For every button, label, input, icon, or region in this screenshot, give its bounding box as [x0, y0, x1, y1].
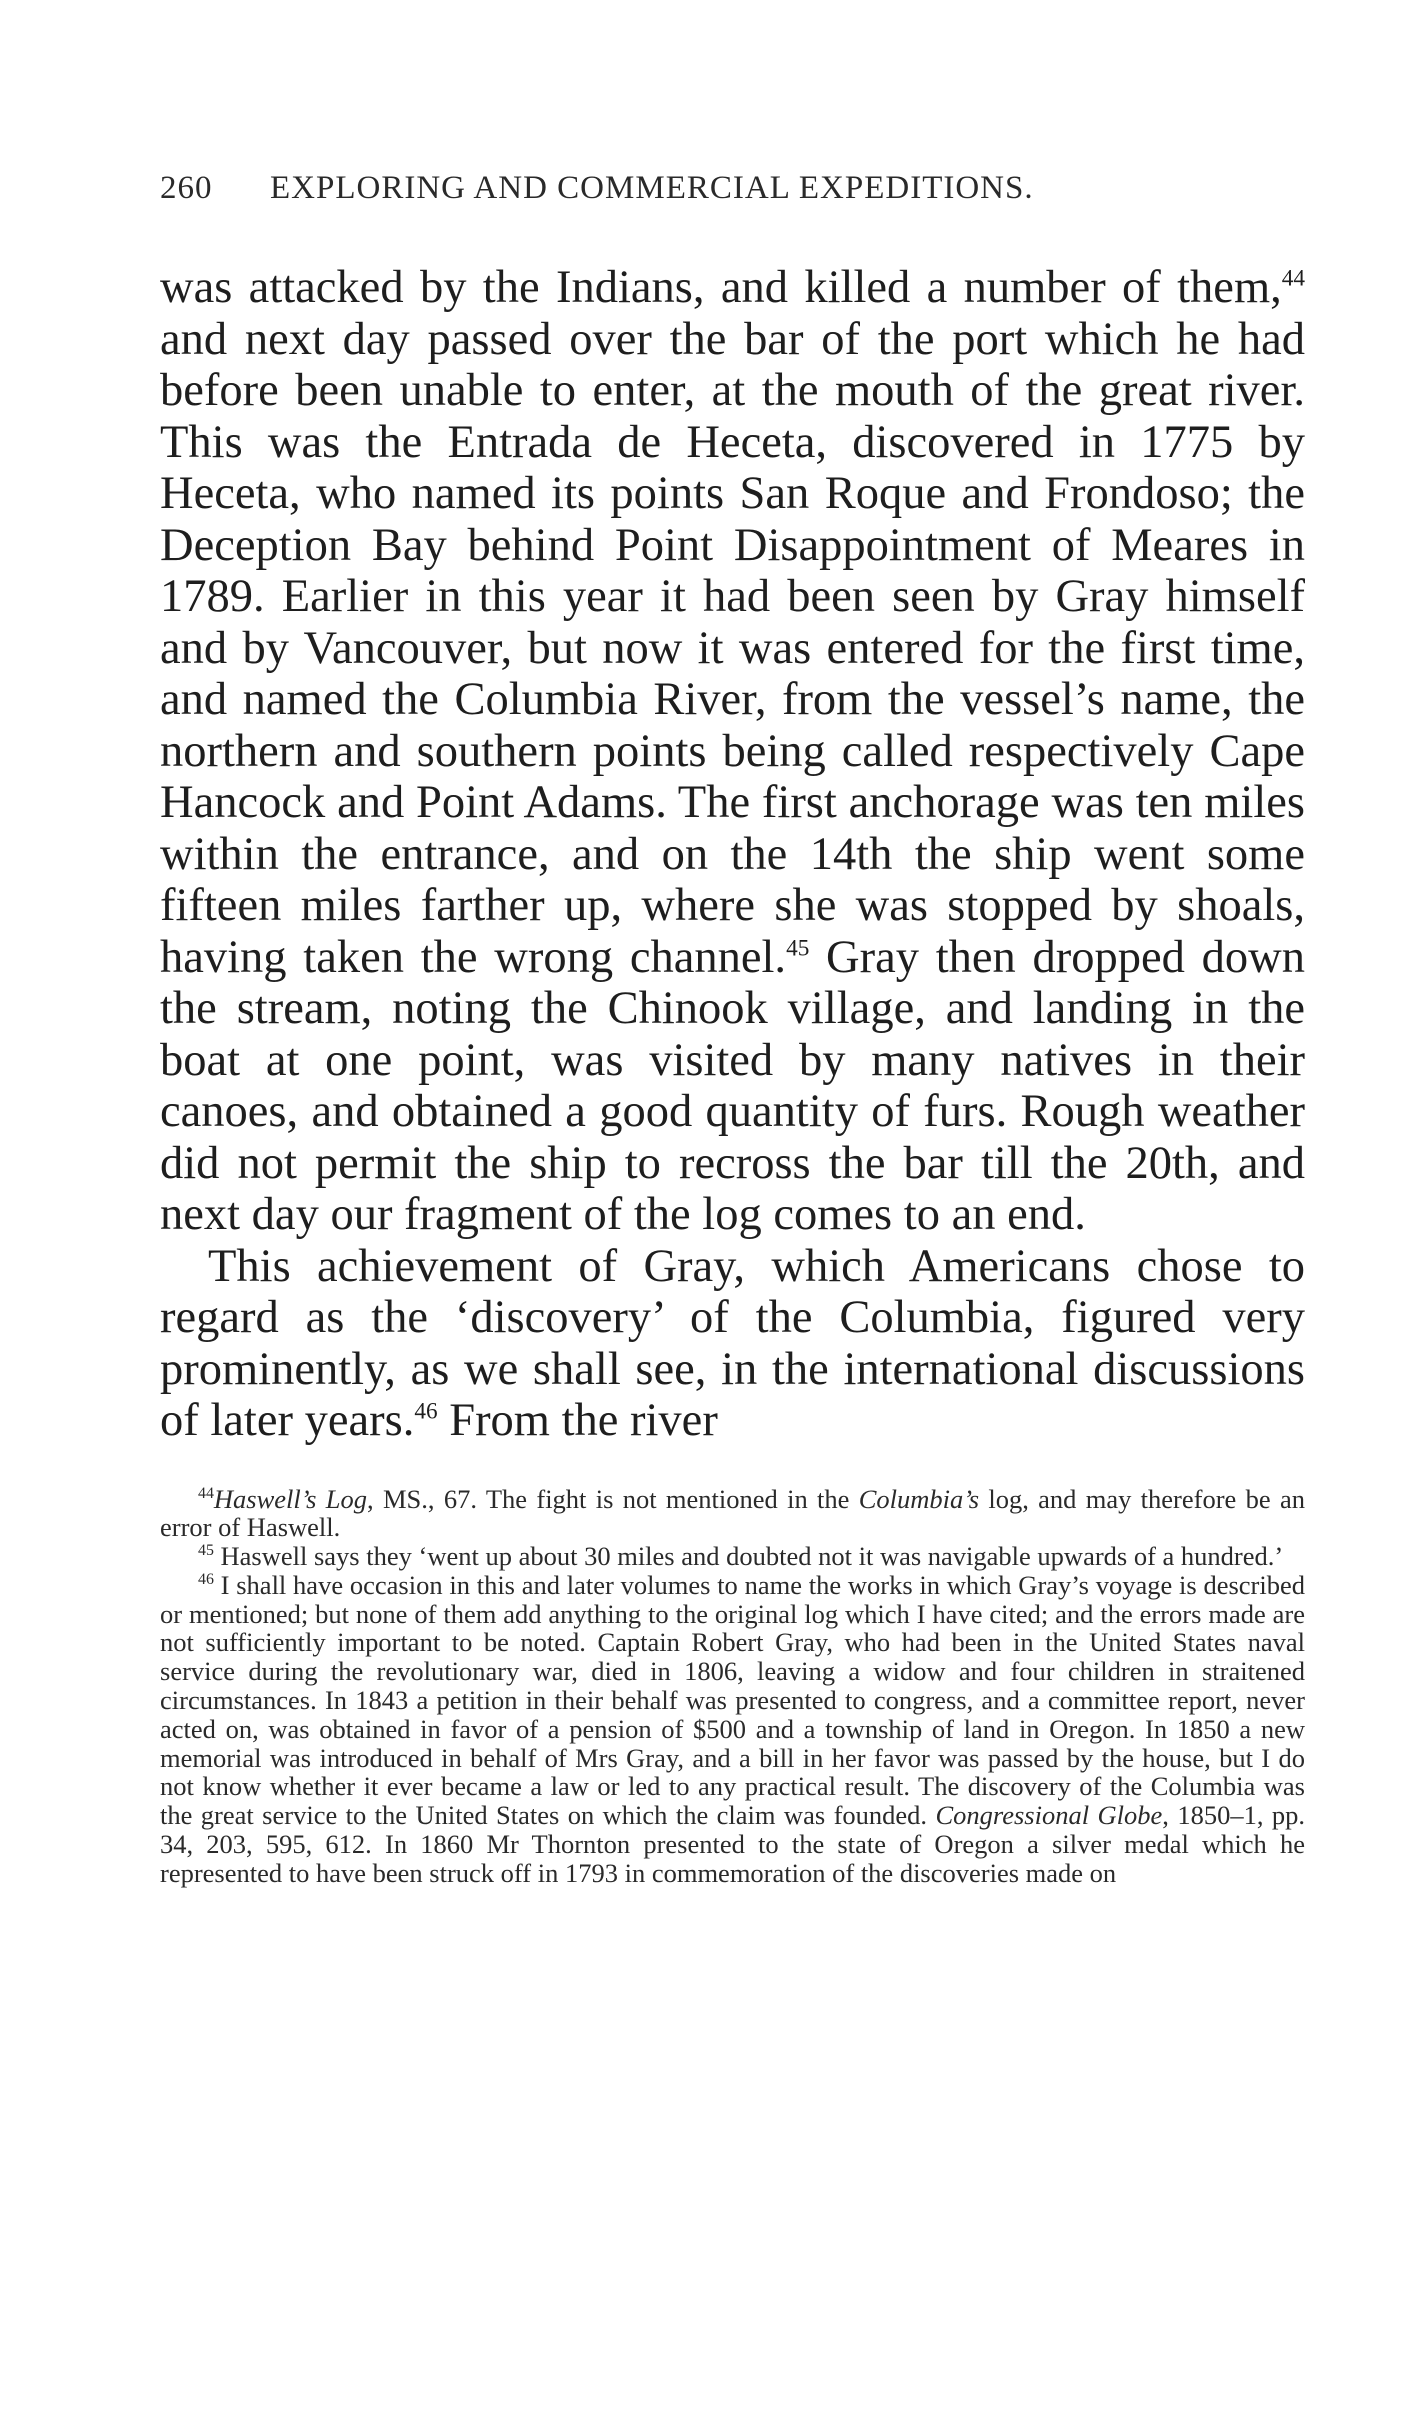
footnote-46-number: 46 — [198, 1571, 214, 1589]
page-number: 260 — [160, 170, 213, 206]
paragraph-2-text-b: From the river — [437, 1395, 718, 1446]
paragraph-1 — [160, 262, 1305, 1241]
footnote-44-number: 44 — [198, 1484, 214, 1502]
footnote-45-number: 45 — [198, 1542, 214, 1560]
running-head-title: EXPLORING AND COMMERCIAL EXPEDITIONS. — [270, 170, 1034, 206]
footnote-45 — [160, 1542, 1305, 1571]
footnote-46-text-b: , 1850–1, pp. 34, 203, 595, 612. In 1860 Mr Thornton presented to the state of Oregon a silver medal which he represented to have been struck off in 1793 in commemoration of the discoveries made on — [160, 1800, 1305, 1888]
footnote-46-italic: Congressional Globe — [935, 1800, 1163, 1831]
main-text — [160, 262, 1305, 1447]
paragraph-2-text-a: This achievement of Gray, which Americans chose to regard as the ‘discovery’ of the Columbia, figured very prominently, as we shall see, in the international discussions of later years. — [160, 1240, 1305, 1446]
footnote-ref-45: 45 — [786, 935, 810, 961]
footnote-ref-44: 44 — [1281, 265, 1305, 292]
paragraph-1-text-a: was attacked by the Indians, and killed a number of them, — [160, 262, 1282, 313]
footnote-44-title: Haswell’s Log — [213, 1483, 368, 1514]
footnotes — [160, 1485, 1305, 1888]
paragraph-1-text-c: Gray then dropped down the stream, noting the Chinook village, and landing in the boat at one point, was visited by many natives in their canoes, and obtained a good quantity of furs. Rough weather did not permit the ship to recross the bar till the 20th, and next day our fragment of the log comes to an end. — [160, 931, 1305, 1240]
running-head — [160, 170, 1305, 226]
footnote-44-text-a: , MS., 67. The fight is not mentioned in the — [367, 1483, 859, 1514]
footnote-ref-46: 46 — [414, 1398, 438, 1425]
footnote-44 — [160, 1485, 1305, 1543]
paragraph-2 — [160, 1241, 1305, 1447]
footnote-46-text-a: I shall have occasion in this and later volumes to name the works in which Gray’s voyage is described or mentioned; but none of them add anything to the original log which I have cited; and the errors made are not sufficiently important to be noted. Captain Robert Gray, who had been in the United States naval service during the revolutionary war, died in 1806, leaving a widow and four children in straitened circumstances. In 1843 a petition in their behalf was presented to congress, and a committee report, never acted on, was obtained in favor of a pension of $500 and a township of land in Oregon. In 1850 a new memorial was introduced in behalf of Mrs Gray, and a bill in her favor was passed by the house, but I do not know whether it ever became a law or led to any practical result. The discovery of the Columbia was the great service to the United States on which the claim was founded. — [160, 1569, 1305, 1831]
footnote-44-italic: Columbia’s — [858, 1483, 980, 1514]
footnote-46 — [160, 1571, 1305, 1888]
footnote-45-text: Haswell says they ‘went up about 30 miles and doubted not it was navigable upwards of a hundred.’ — [220, 1541, 1284, 1572]
paragraph-1-text-b: and next day passed over the bar of the port which he had before been unable to enter, at the mouth of the great river. This was the Entrada de Heceta, discovered in 1775 by Heceta, who named its points San Roque and Frondoso; the Deception Bay behind Point Disappointment of Meares in 1789. Earlier in this year it had been seen by Gray himself and by Vancouver, but now it was entered for the first time, and named the Columbia River, from the vessel’s name, the northern and southern points being called respectively Cape Hancock and Point Adams. The first anchorage was ten miles within the entrance, and on the 14th the ship went some fifteen miles farther up, where she was stopped by shoals, having taken the wrong channel. — [160, 313, 1305, 983]
book-page — [160, 170, 1305, 1888]
footnote-44-text-b: log, and may therefore be an error of Haswell. — [160, 1483, 1305, 1543]
